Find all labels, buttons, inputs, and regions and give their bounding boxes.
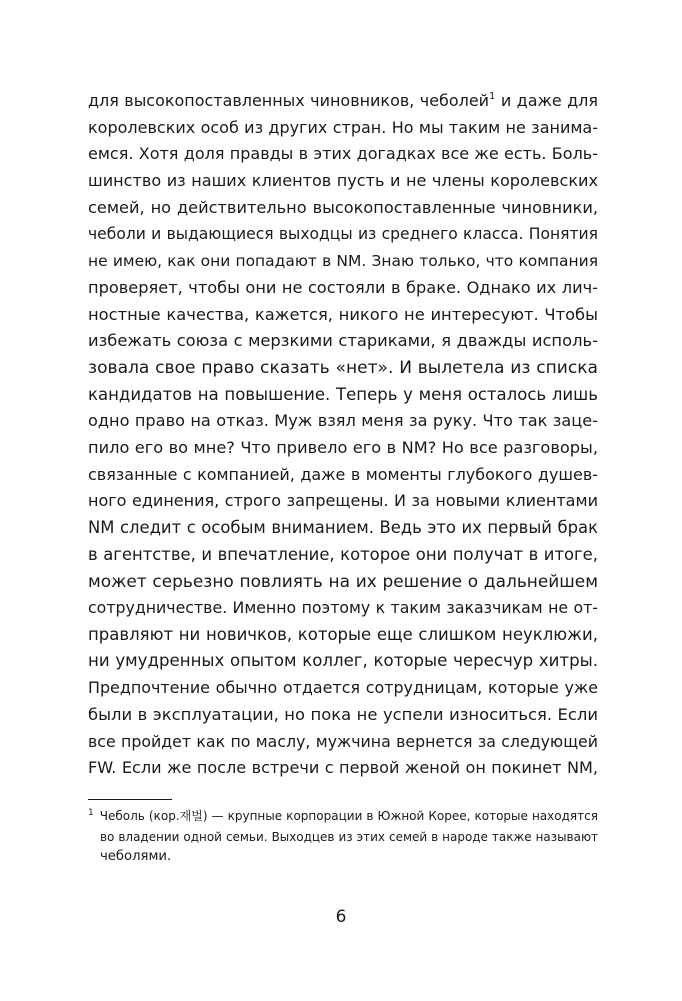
text-line-26: FW. Если же после встречи с первой женой он покинет NM, bbox=[88, 758, 598, 778]
text-line-19: может серьезно повлиять на их решение о дальнейшем bbox=[88, 571, 598, 592]
text-line-18: в агентстве, и впечатление, которое они получат в итоге, bbox=[88, 544, 598, 564]
footnote-line-3: чеболями. bbox=[100, 849, 172, 864]
text-line-14: пило его во мне? Что привело его в NM? Но все разговоры, bbox=[88, 437, 598, 457]
text-line-9: ностные качества, кажется, никого не интересуют. Чтобы bbox=[88, 304, 598, 324]
text-line-16: ного единения, строго запрещены. И за новыми клиентами bbox=[88, 491, 598, 511]
footnote-line-1: $^1$ Чеболь (кор.재벌) — крупные корпорации в Южной Корее, которые находятся bbox=[88, 808, 598, 823]
text-line-20: сотрудничестве. Именно поэтому к таким заказчикам не от- bbox=[88, 598, 598, 618]
footnote bbox=[88, 806, 598, 868]
text-line-13: одно право на отказ. Муж взял меня за руку. Что так заце- bbox=[88, 411, 598, 431]
text-line-23: Предпочтение обычно отдается сотрудницам, которые уже bbox=[88, 678, 598, 698]
text-line-21: правляют ни новичков, которые еще слишком неуклюжи, bbox=[88, 624, 598, 644]
text-line-3: емся. Хотя доля правды в этих догадках все же есть. Боль- bbox=[88, 144, 598, 164]
text-line-12: кандидатов на повышение. Теперь у меня осталось лишь bbox=[88, 384, 598, 404]
text-line-2: королевских особ из других стран. Но мы таким не занима- bbox=[88, 117, 598, 137]
text-line-15: связанные с компанией, даже в моменты глубокого душев- bbox=[88, 464, 598, 484]
page-number: 6 bbox=[335, 907, 347, 927]
footnote-reference[interactable]: 1 bbox=[489, 91, 496, 102]
text-line-8: проверяет, чтобы они не состояли в браке. Однако их лич- bbox=[88, 277, 598, 297]
footnote-line-2: во владении одной семьи. Выходцев из этих семей в народе также называют bbox=[100, 829, 598, 844]
text-line-10: избежать союза с мерзкими стариками, я дважды исполь- bbox=[88, 331, 598, 351]
text-line-7: не имею, как они попадают в NM. Знаю только, что компания bbox=[88, 252, 598, 271]
text-line-25: все пройдет как по маслу, мужчина вернется за следующей bbox=[88, 731, 598, 751]
body-text bbox=[88, 88, 598, 782]
text-line-17: NM следит с особым вниманием. Ведь это их первый брак bbox=[88, 518, 598, 537]
text-line-22: ни умудренных опытом коллег, которые чересчур хитры. bbox=[88, 651, 598, 671]
footnote-marker: 1 bbox=[88, 808, 94, 818]
text-line-24: были в эксплуатации, но пока не успели износиться. Если bbox=[88, 704, 598, 724]
footnote-divider bbox=[88, 799, 172, 800]
text-line-5: семей, но действительно высокопоставленные чиновники, bbox=[88, 197, 598, 217]
text-line-1: для высокопоставленных чиновников, чеболей$^1$ и даже для bbox=[88, 91, 598, 110]
text-line-11: зовала свое право сказать «нет». И вылетела из списка bbox=[88, 357, 598, 378]
text-line-4: шинство из наших клиентов пусть и не члены королевских bbox=[88, 171, 598, 191]
text-line-6: чеболи и выдающиеся выходцы из среднего класса. Понятия bbox=[88, 225, 598, 244]
